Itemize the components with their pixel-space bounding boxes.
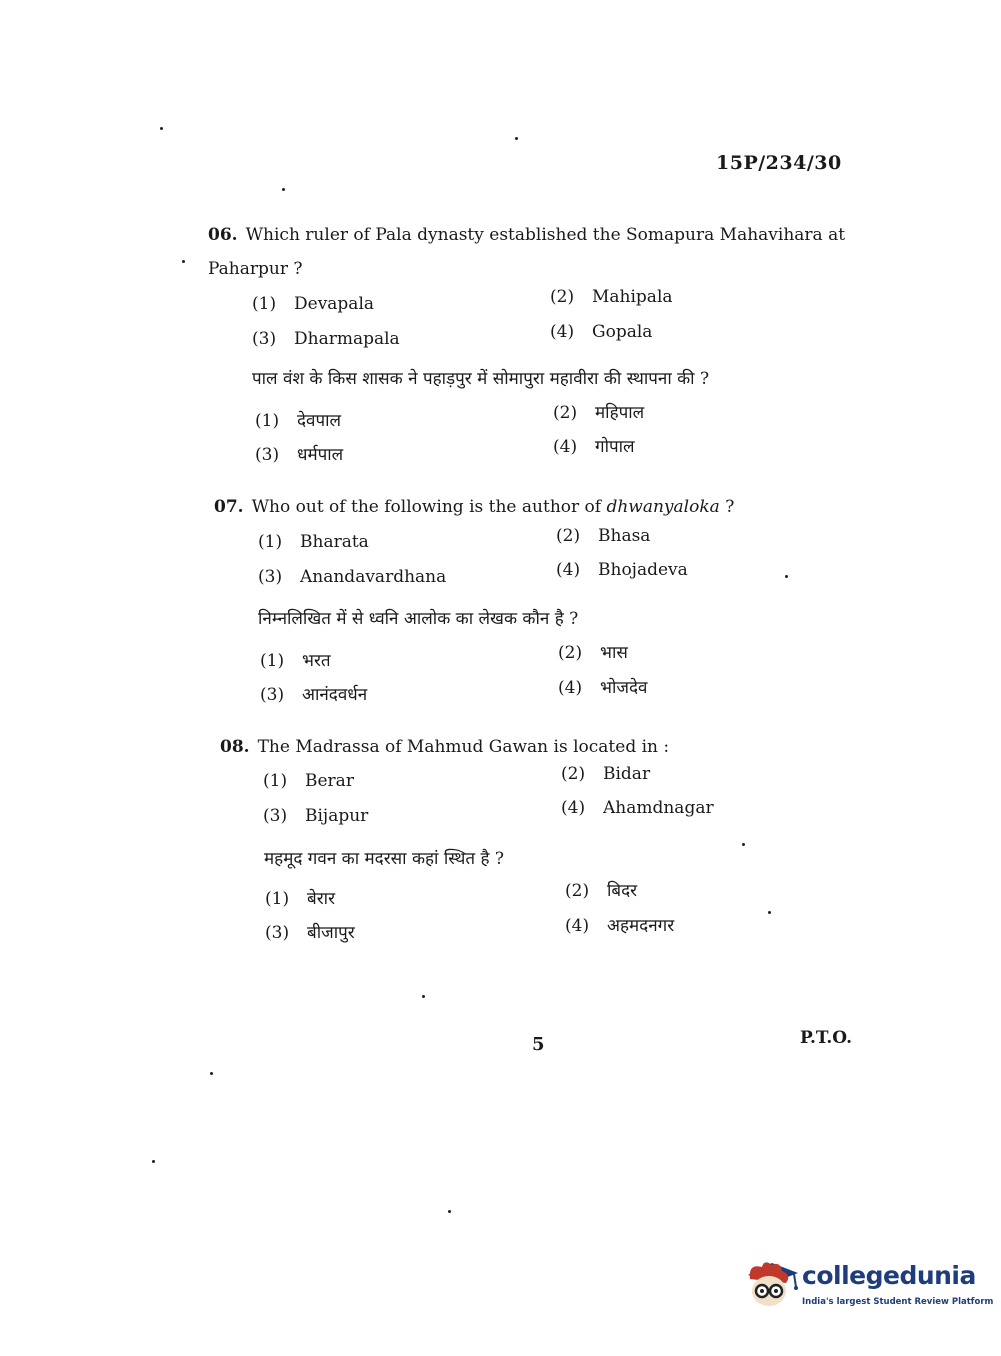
scan-speck: [210, 1072, 213, 1075]
q06-option-1: (1) Devapala: [252, 294, 375, 314]
scan-speck: [282, 188, 285, 191]
q07-option-1: (1) Bharata: [258, 532, 369, 552]
q08-hindi-option-4: (4) अहमदनगर: [565, 916, 675, 936]
question-08: [220, 730, 860, 764]
scan-speck: [742, 843, 745, 846]
question-06-text: [208, 218, 848, 286]
question-08-text: [220, 730, 860, 764]
scan-speck: [768, 911, 771, 914]
q07-option-4: (4) Bhojadeva: [556, 560, 688, 580]
q08-option-4: (4) Ahamdnagar: [561, 798, 714, 818]
q07-hindi-option-1: (1) भरत: [260, 651, 331, 671]
question-07-text: [214, 490, 854, 524]
q08-option-1: (1) Berar: [263, 771, 354, 791]
q07-hindi-option-2: (2) भास: [558, 643, 628, 663]
scan-speck: [422, 995, 425, 998]
q07-option-3: (3) Anandavardhana: [258, 567, 447, 587]
question-07: [214, 490, 854, 524]
scan-speck: [785, 575, 788, 578]
q07-hindi-option-3: (3) आनंदवर्धन: [260, 685, 368, 705]
q08-option-2: (2) Bidar: [561, 764, 651, 784]
q06-hindi-text: पाल वंश के किस शासक ने पहाड़पुर में सोमापुरा महावीरा की स्थापना की ?: [252, 369, 710, 389]
q08-hindi-option-1: (1) बेरार: [265, 889, 336, 909]
q06-option-2: (2) Mahipala: [550, 287, 673, 307]
q06-hindi-option-1: (1) देवपाल: [255, 411, 342, 431]
paper-code: 15P/234/30: [716, 152, 842, 174]
q06-option-4: (4) Gopala: [550, 322, 653, 342]
scan-speck: [515, 137, 518, 140]
question-end: ?: [719, 497, 735, 517]
scan-speck: [160, 127, 163, 130]
mascot-icon: [742, 1253, 800, 1311]
question-number: 07.: [214, 497, 244, 517]
question-italic-term: dhwanyaloka: [606, 497, 720, 517]
scan-speck: [152, 1160, 155, 1163]
brand-name: collegedunia: [802, 1261, 976, 1290]
q08-hindi-option-3: (3) बीजापुर: [265, 923, 355, 943]
q08-hindi-option-2: (2) बिदर: [565, 881, 638, 901]
page-number: 5: [532, 1034, 545, 1055]
brand-tagline: India's largest Student Review Platform: [802, 1297, 994, 1307]
q07-hindi-option-4: (4) भोजदेव: [558, 678, 648, 698]
q07-hindi-text: निम्नलिखित में से ध्वनि आलोक का लेखक कौन है ?: [258, 609, 579, 629]
scan-speck: [182, 260, 185, 263]
question-body: The Madrassa of Mahmud Gawan is located in :: [257, 737, 670, 757]
scan-speck: [448, 1210, 451, 1213]
q07-option-2: (2) Bhasa: [556, 526, 651, 546]
question-number: 08.: [220, 737, 250, 757]
q08-option-3: (3) Bijapur: [263, 806, 369, 826]
pto-label: P.T.O.: [800, 1028, 852, 1048]
question-06: [208, 218, 848, 286]
q06-hindi-option-3: (3) धर्मपाल: [255, 445, 344, 465]
question-body: Which ruler of Pala dynasty established the Somapura Mahavihara at Paharpur ?: [208, 225, 846, 279]
q08-hindi-text: महमूद गवन का मदरसा कहां स्थित है ?: [264, 849, 505, 869]
q06-hindi-option-4: (4) गोपाल: [553, 437, 635, 457]
q06-hindi-option-2: (2) महिपाल: [553, 403, 645, 423]
question-number: 06.: [208, 225, 238, 245]
collegedunia-watermark: [742, 1253, 994, 1315]
question-body: Who out of the following is the author of: [251, 497, 607, 517]
q06-option-3: (3) Dharmapala: [252, 329, 400, 349]
